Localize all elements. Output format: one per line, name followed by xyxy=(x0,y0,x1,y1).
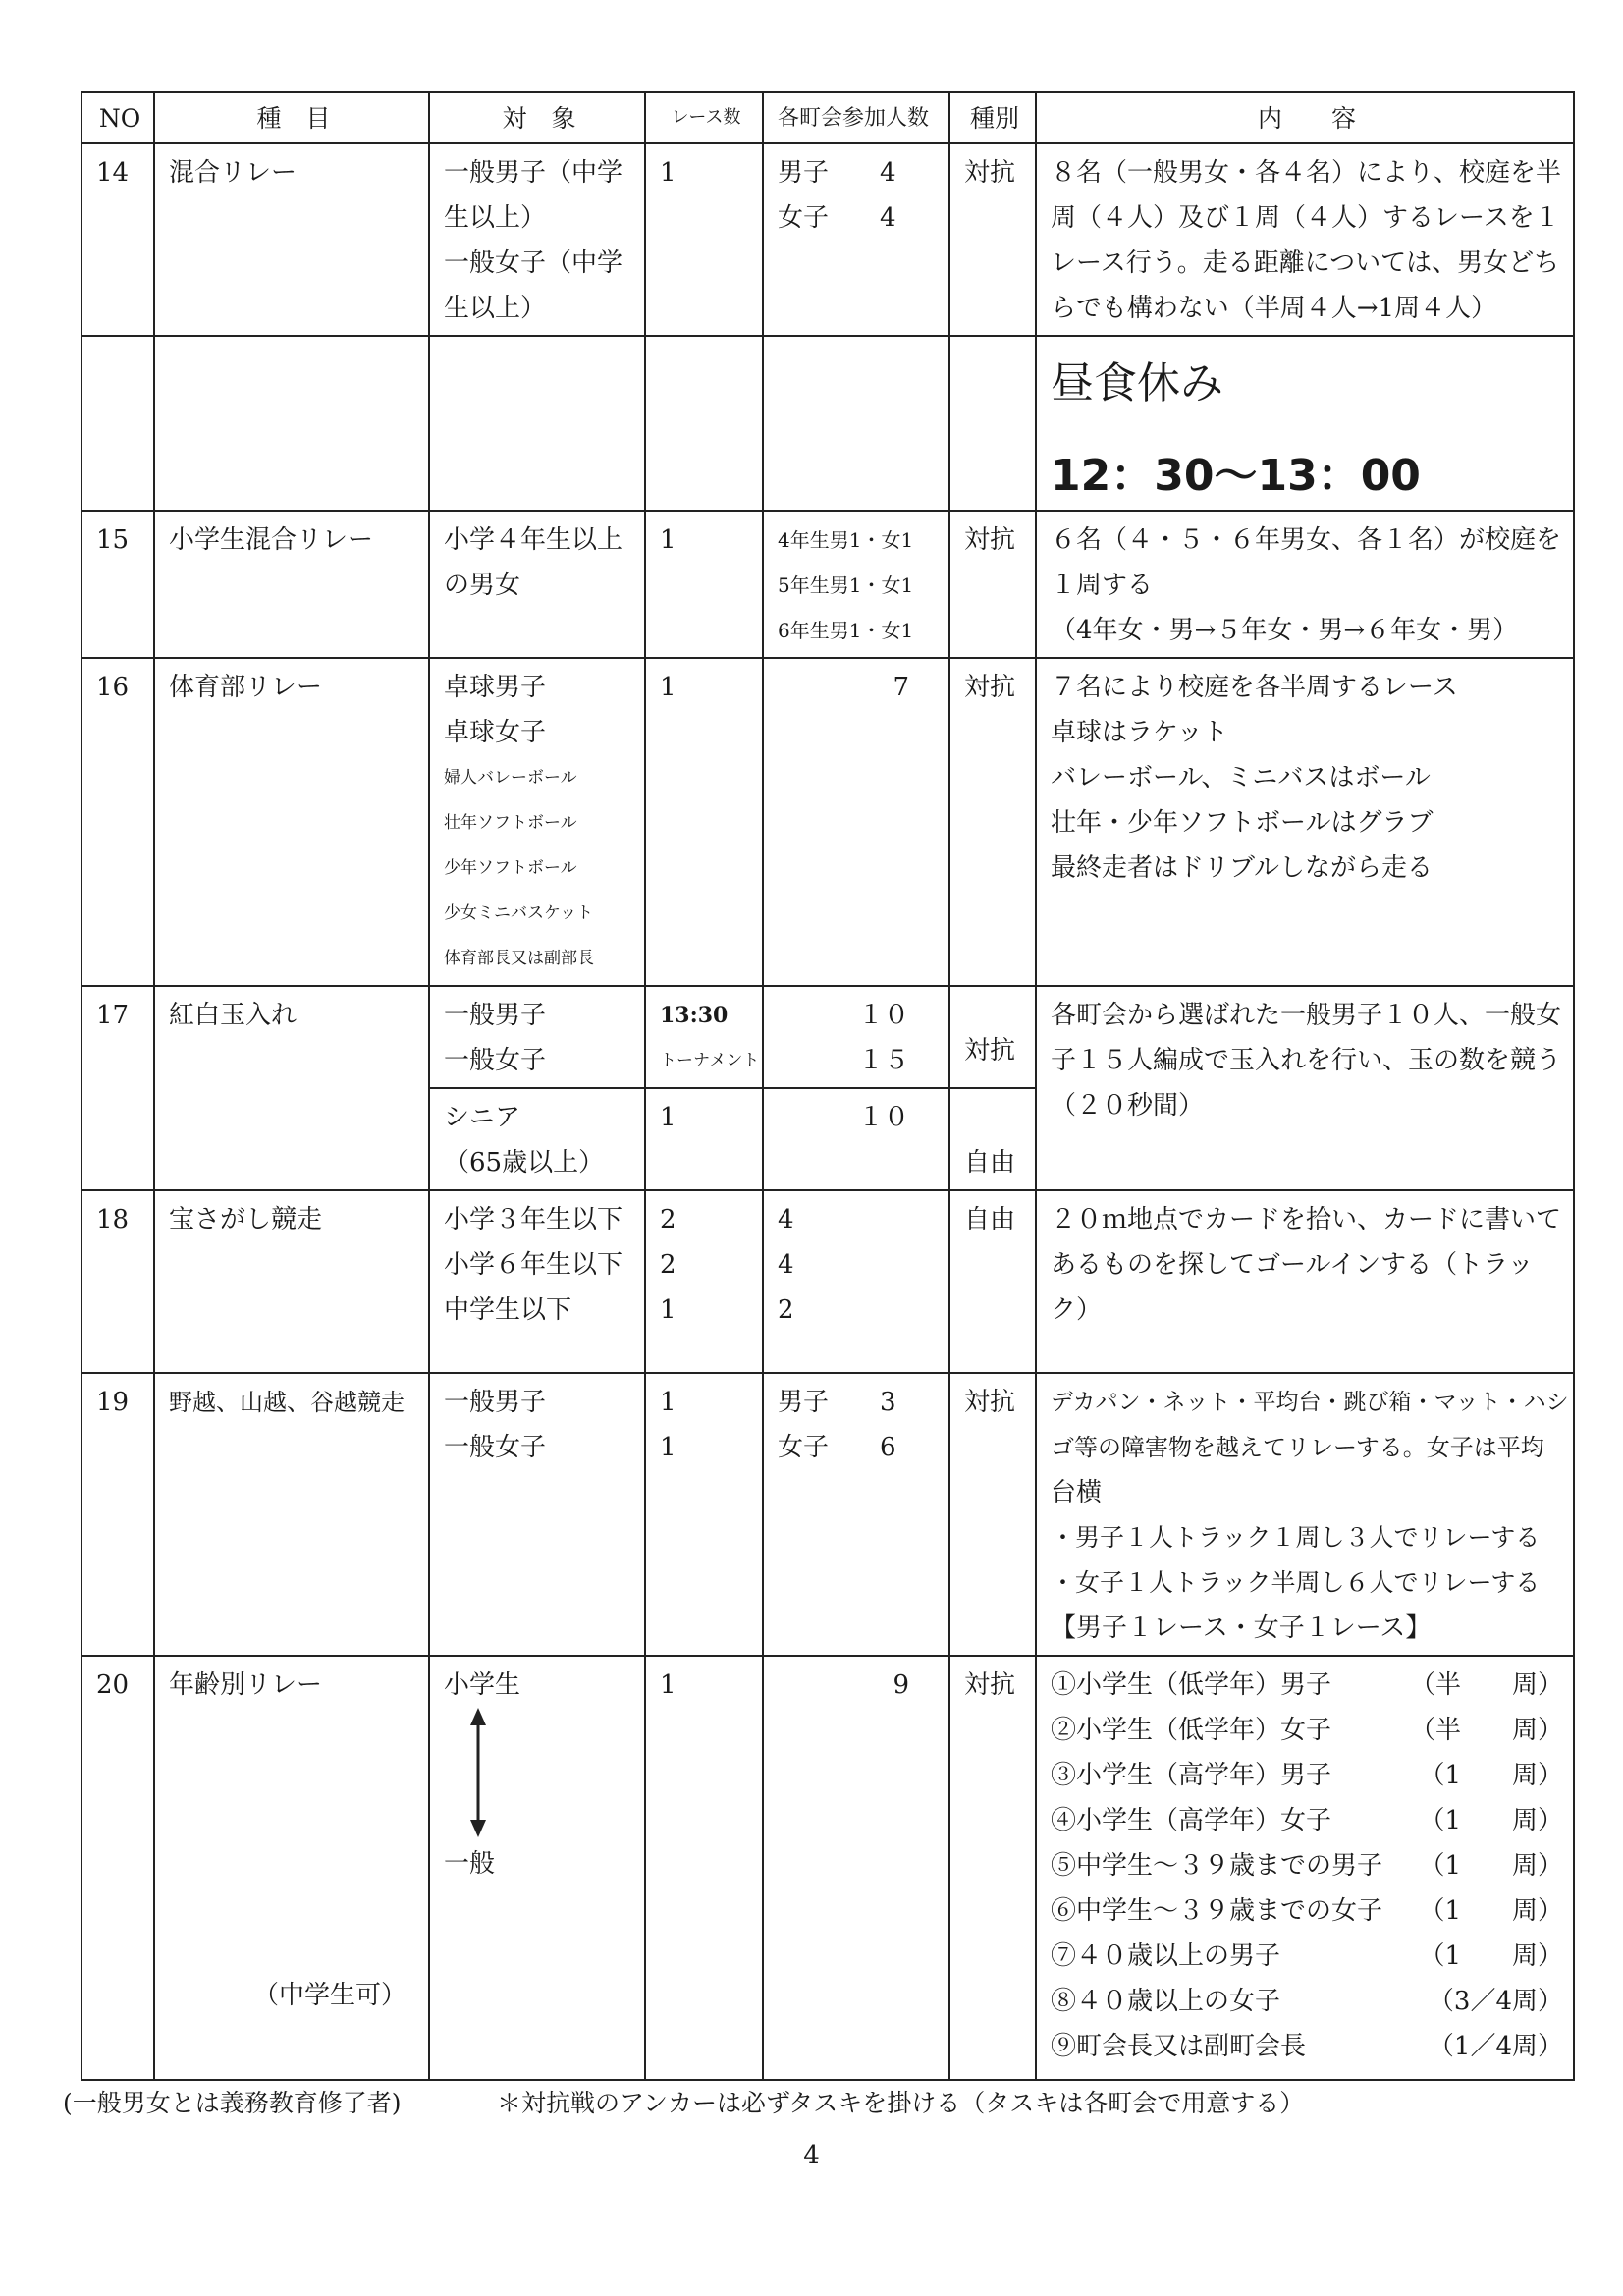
target-line: 一般女子（中学 xyxy=(444,248,623,278)
cell-content xyxy=(1036,143,1574,336)
participants-line: 6年生男1・女1 xyxy=(778,619,914,642)
list-item xyxy=(1051,1798,1563,1843)
target-line: 小学４年生以上 xyxy=(444,525,623,555)
lunch-title: 昼食休み xyxy=(1051,358,1223,409)
content-line: あるものを探してゴールインする（トラッ xyxy=(1051,1250,1534,1280)
target-top: 小学生 xyxy=(444,1670,521,1700)
target-line: 生以上） xyxy=(444,294,547,323)
content-line: （２０秒間） xyxy=(1051,1091,1205,1121)
header-target: 対 象 xyxy=(429,92,645,143)
lunch-row xyxy=(81,336,1574,511)
cell-races: 1 xyxy=(645,511,763,658)
cell-event: 小学生混合リレー xyxy=(154,511,429,658)
target-line: 体育部長又は副部長 xyxy=(444,949,594,968)
races-line: 1 xyxy=(660,1388,676,1417)
cell-event: 混合リレー xyxy=(154,143,429,336)
header-kind: 種別 xyxy=(949,92,1036,143)
list-item-distance: （1／4周） xyxy=(1428,2032,1563,2061)
cell-event: 紅白玉入れ xyxy=(154,986,429,1190)
cell-target xyxy=(429,143,645,336)
list-item-distance: （3／4周） xyxy=(1428,1987,1563,2016)
cell-event: 宝さがし競走 xyxy=(154,1190,429,1373)
cell-participants xyxy=(763,1373,949,1656)
header-event: 種 目 xyxy=(154,92,429,143)
list-item-label: ①小学生（低学年）男子 xyxy=(1051,1670,1332,1700)
footnote-definition: (一般男女とは義務教育修了者) xyxy=(63,2089,402,2117)
list-item-label: ⑦４０歳以上の男子 xyxy=(1051,1941,1281,1971)
list-item xyxy=(1051,1708,1563,1753)
event-table xyxy=(81,91,1575,2081)
list-item xyxy=(1051,1888,1563,1934)
table-row-17 xyxy=(81,986,1574,1088)
cell-target xyxy=(429,1656,645,2080)
target-line: 少年ソフトボール xyxy=(444,858,577,878)
table-row-15 xyxy=(81,511,1574,658)
races-time: 13:30 xyxy=(660,1003,729,1028)
list-item-label: ③小学生（高学年）男子 xyxy=(1051,1761,1332,1790)
content-line: 各町会から選ばれた一般男子１０人、一般女 xyxy=(1051,1001,1562,1030)
cell-participants: 7 xyxy=(763,658,949,986)
table-row-16 xyxy=(81,658,1574,986)
races-line: 1 xyxy=(660,1433,676,1462)
content-line: 【男子１レース・女子１レース】 xyxy=(1051,1613,1432,1643)
event-table-sheet xyxy=(81,91,1573,2081)
content-line: １周する xyxy=(1051,571,1154,600)
list-item xyxy=(1051,1934,1563,1979)
list-item xyxy=(1051,2024,1563,2069)
cell-content xyxy=(1036,1373,1574,1656)
races-line: 2 xyxy=(660,1205,676,1234)
cell-event: 野越、山越、谷越競走 xyxy=(154,1373,429,1656)
participants-line: 4 xyxy=(778,1250,794,1280)
content-line: （4年女・男→５年女・男→６年女・男） xyxy=(1051,616,1519,645)
content-line: ６名（４・５・６年男女、各１名）が校庭を xyxy=(1051,525,1562,555)
participants-line: 5年生男1・女1 xyxy=(778,574,914,597)
cell-no: 18 xyxy=(81,1190,154,1373)
cell-participants: １０ xyxy=(763,1088,949,1190)
target-line: 一般男子（中学 xyxy=(444,158,623,188)
cell-kind: 対抗 xyxy=(949,143,1036,336)
cell-target xyxy=(429,1373,645,1656)
participants-line: 女子 4 xyxy=(778,203,896,233)
content-line: ２０ｍ地点でカードを拾い、カードに書いて xyxy=(1051,1205,1562,1234)
page-number: 4 xyxy=(803,2141,820,2170)
cell-content xyxy=(1036,986,1574,1190)
participants-line: 女子 6 xyxy=(778,1433,896,1462)
cell-content xyxy=(1036,658,1574,986)
races-line: 2 xyxy=(660,1250,676,1280)
list-item xyxy=(1051,1753,1563,1798)
races-format: トーナメント xyxy=(660,1051,760,1070)
list-item-label: ⑧４０歳以上の女子 xyxy=(1051,1987,1281,2016)
content-line: レース行う。走る距離については、男女どち xyxy=(1051,248,1560,278)
content-line: 卓球はラケット xyxy=(1051,718,1228,747)
content-line: バレーボール、ミニバスはボール xyxy=(1051,763,1431,793)
double-arrow-icon xyxy=(444,1708,634,1841)
cell-event: 体育部リレー xyxy=(154,658,429,986)
target-line: 一般男子 xyxy=(444,1001,547,1030)
target-line: 壮年ソフトボール xyxy=(444,813,577,833)
list-item-distance: （1 周） xyxy=(1419,1896,1563,1926)
cell-races: 1 xyxy=(645,1656,763,2080)
participants-line: １５ xyxy=(857,1046,909,1075)
cell-event xyxy=(154,1656,429,2080)
list-item-distance: （半 周） xyxy=(1409,1670,1563,1700)
cell-participants xyxy=(763,1190,949,1373)
lunch-time: 12：30～13：00 xyxy=(1051,451,1421,501)
header-content: 内 容 xyxy=(1036,92,1574,143)
content-line: ク） xyxy=(1051,1295,1103,1325)
target-line: シニア xyxy=(444,1103,521,1132)
list-item xyxy=(1051,1663,1563,1708)
content-line: ・女子１人トラック半周し６人でリレーする xyxy=(1051,1568,1541,1597)
cell-kind: 対抗 xyxy=(949,1656,1036,2080)
content-line: 子１５人編成で玉入れを行い、玉の数を競う xyxy=(1051,1046,1562,1075)
participants-line: 2 xyxy=(778,1295,794,1325)
cell-races xyxy=(645,986,763,1088)
cell-kind: 対抗 xyxy=(949,986,1036,1088)
target-bottom: 一般 xyxy=(444,1849,496,1879)
target-line: 小学６年生以下 xyxy=(444,1250,623,1280)
table-row-14 xyxy=(81,143,1574,336)
target-line: 少女ミニバスケット xyxy=(444,903,594,923)
list-item-label: ⑨町会長又は副町会長 xyxy=(1051,2032,1307,2061)
target-line: 小学３年生以下 xyxy=(444,1205,623,1234)
list-item-distance: （1 周） xyxy=(1419,1761,1563,1790)
cell-races: 1 xyxy=(645,1088,763,1190)
event-label: 年齢別リレー xyxy=(169,1670,323,1700)
target-line: 卓球女子 xyxy=(444,718,547,747)
cell-kind: 対抗 xyxy=(949,1373,1036,1656)
content-line: らでも構わない（半周４人→1周４人） xyxy=(1051,294,1497,323)
participants-line: 男子 4 xyxy=(778,158,896,188)
target-line: 生以上） xyxy=(444,203,547,233)
content-line: ゴ等の障害物を越えてリレーする。女子は平均 xyxy=(1051,1434,1544,1461)
list-item-label: ⑤中学生～３９歳までの男子 xyxy=(1051,1851,1383,1881)
cell-content xyxy=(1036,1190,1574,1373)
cell-no: 17 xyxy=(81,986,154,1190)
cell-no: 14 xyxy=(81,143,154,336)
content-line: ・男子１人トラック１周し３人でリレーする xyxy=(1051,1523,1541,1552)
races-line: 1 xyxy=(660,1295,676,1325)
target-line: 婦人バレーボール xyxy=(444,768,577,788)
event-note: （中学生可） xyxy=(253,1981,407,2010)
cell-kind: 対抗 xyxy=(949,658,1036,986)
cell-content xyxy=(1036,511,1574,658)
content-line: デカパン・ネット・平均台・跳び箱・マット・ハシ xyxy=(1051,1390,1569,1415)
target-line: （65歳以上） xyxy=(444,1148,605,1177)
header-races: レース数 xyxy=(645,92,763,143)
header-row xyxy=(81,92,1574,143)
list-item-distance: （半 周） xyxy=(1409,1716,1563,1745)
cell-target xyxy=(429,1190,645,1373)
cell-kind: 自由 xyxy=(949,1088,1036,1190)
cell-content xyxy=(1036,1656,1574,2080)
target-line: 一般女子 xyxy=(444,1433,547,1462)
cell-no: 20 xyxy=(81,1656,154,2080)
cell-participants xyxy=(763,143,949,336)
participants-line: 4年生男1・女1 xyxy=(778,528,914,552)
list-item-label: ⑥中学生～３９歳までの女子 xyxy=(1051,1896,1383,1926)
table-row-18 xyxy=(81,1190,1574,1373)
cell-no: 15 xyxy=(81,511,154,658)
header-participants: 各町会参加人数 xyxy=(763,92,949,143)
cell-races xyxy=(645,1190,763,1373)
list-item-distance: （1 周） xyxy=(1419,1941,1563,1971)
cell-target xyxy=(429,658,645,986)
list-item-distance: （1 周） xyxy=(1419,1851,1563,1881)
table-row-20 xyxy=(81,1656,1574,2080)
content-line: 周（４人）及び１周（４人）するレースを１ xyxy=(1051,203,1560,233)
cell-kind: 自由 xyxy=(949,1190,1036,1373)
list-item-label: ②小学生（低学年）女子 xyxy=(1051,1716,1332,1745)
content-line: ７名により校庭を各半周するレース xyxy=(1051,673,1458,702)
cell-races: 1 xyxy=(645,658,763,986)
target-line: 一般女子 xyxy=(444,1046,547,1075)
participants-line: １０ xyxy=(857,1001,909,1030)
cell-participants xyxy=(763,511,949,658)
content-line: ８名（一般男女・各４名）により、校庭を半 xyxy=(1051,158,1562,188)
cell-participants: 9 xyxy=(763,1656,949,2080)
content-line: 壮年・少年ソフトボールはグラブ xyxy=(1051,808,1434,838)
cell-target xyxy=(429,511,645,658)
header-no: NO xyxy=(81,92,154,143)
cell-target xyxy=(429,986,645,1088)
list-item-distance: （1 周） xyxy=(1419,1806,1563,1835)
lunch-cell xyxy=(1036,336,1574,511)
content-line: 最終走者はドリブルしながら走る xyxy=(1051,853,1433,883)
target-line: 一般男子 xyxy=(444,1388,547,1417)
table-row-19 xyxy=(81,1373,1574,1656)
footnote-anchor-rule: ＊対抗戦のアンカーは必ずタスキを掛ける（タスキは各町会で用意する） xyxy=(497,2089,1305,2117)
cell-target xyxy=(429,1088,645,1190)
content-line: 台横 xyxy=(1051,1478,1103,1507)
cell-no: 16 xyxy=(81,658,154,986)
cell-no: 19 xyxy=(81,1373,154,1656)
participants-line: 4 xyxy=(778,1205,794,1234)
cell-participants xyxy=(763,986,949,1088)
target-line: 中学生以下 xyxy=(444,1295,572,1325)
cell-races: 1 xyxy=(645,143,763,336)
participants-line: 男子 3 xyxy=(778,1388,896,1417)
target-line: の男女 xyxy=(444,571,521,600)
list-item xyxy=(1051,1843,1563,1888)
target-line: 卓球男子 xyxy=(444,673,547,702)
cell-races xyxy=(645,1373,763,1656)
list-item xyxy=(1051,1979,1563,2024)
list-item-label: ④小学生（高学年）女子 xyxy=(1051,1806,1332,1835)
cell-kind: 対抗 xyxy=(949,511,1036,658)
